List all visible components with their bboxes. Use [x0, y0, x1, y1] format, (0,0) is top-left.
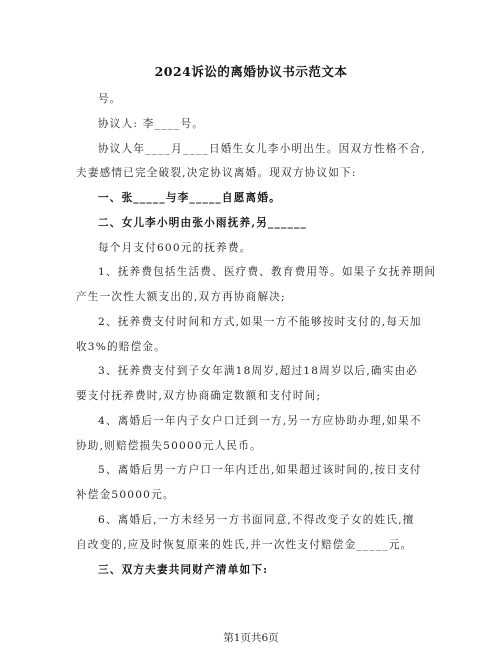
paragraph-3-line-2: 夫妻感情已完全破裂,决定协议离婚。现双方协议如下: — [76, 167, 357, 179]
clause-3-line-2: 要支付抚养费时,双方协商确定数额和支付时间; — [76, 390, 322, 402]
clause-5-line-2: 补偿金50000元。 — [76, 489, 175, 501]
page-number: 第1页共6页 — [223, 632, 279, 644]
clause-2-line-1: 2、抚养费支付时间和方式,如果一方不能够按时支付的,每天加 — [98, 316, 422, 328]
paragraph-support-amount: 每个月支付600元的抚养费。 — [98, 242, 252, 254]
paragraph-2: 协议人: 李____号。 — [98, 118, 205, 130]
clause-3-line-1: 3、抚养费支付到子女年满18周岁,超过18周岁以后,确实由必 — [98, 365, 419, 377]
section-heading-1: 一、张_____与李_____自愿离婚。 — [98, 192, 281, 204]
clause-5-line-1: 5、离婚后男一方户口一年内迁出,如果超过该时间的,按日支付 — [98, 464, 422, 476]
clause-2-line-2: 收3%的赔偿金。 — [76, 341, 166, 353]
clause-1-line-2: 产生一次性大额支出的,双方再协商解决; — [76, 291, 286, 303]
clause-6-line-2: 自改变的,应及时恢复原来的姓氏,并一次性支付赔偿金_____元。 — [76, 539, 413, 551]
clause-4-line-1: 4、离婚后一年内子女户口迁到一方,另一方应协助办理,如果不 — [98, 415, 422, 427]
clause-4-line-2: 协助,则赔偿损失50000元人民币。 — [76, 440, 262, 452]
document-title: 2024诉讼的离婚协议书示范文本 — [154, 64, 348, 79]
clause-1-line-1: 1、抚养费包括生活费、医疗费、教育费用等。如果子女抚养期间 — [98, 266, 437, 278]
paragraph-1: 号。 — [98, 93, 122, 105]
paragraph-3-line-1: 协议人年____月____日婚生女儿李小明出生。因双方性格不合, — [98, 143, 426, 155]
clause-6-line-1: 6、离婚后,一方未经另一方书面同意,不得改变子女的姓氏,擅 — [98, 514, 415, 526]
section-heading-3: 三、双方夫妻共同财产清单如下: — [98, 564, 269, 576]
section-heading-2: 二、女儿李小明由张小雨抚养,另______ — [98, 217, 307, 229]
